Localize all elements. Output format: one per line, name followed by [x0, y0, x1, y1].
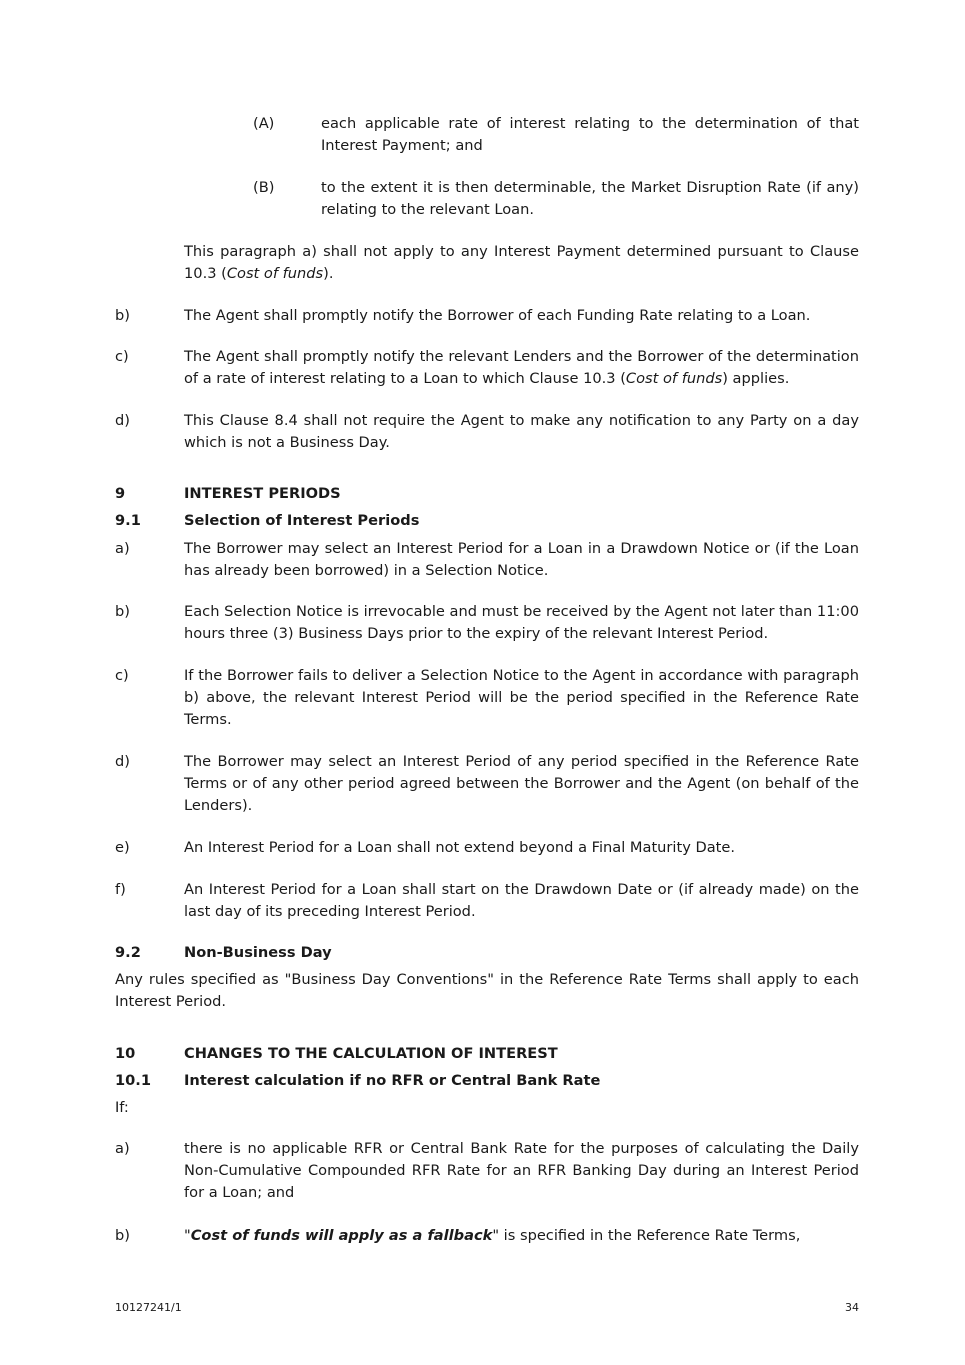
item-label: b) — [115, 603, 130, 620]
item-text: The Agent shall promptly notify the Borrower of each Funding Rate relating to a Loan. — [184, 307, 811, 324]
item-text: This Clause 8.4 shall not require the Agent to make any notification to any Party on a day which is not a Business Day. — [184, 412, 859, 451]
item-text-end: " is specified in the Reference Rate Terms, — [492, 1227, 801, 1244]
item-text-end: ) applies. — [722, 370, 790, 387]
item-text-part: The Agent shall promptly notify the relevant Lenders and the Borrower of the determination of a rate of interest relating to a Loan to which Clause 10.3 ( — [184, 348, 859, 387]
sub-item-label: (A) — [253, 115, 275, 132]
sub-item-text: to the extent it is then determinable, the Market Disruption Rate (if any) relating to the relevant Loan. — [321, 179, 859, 218]
paragraph-note — [184, 241, 859, 285]
item-label: d) — [115, 412, 130, 429]
item-label: c) — [115, 667, 129, 684]
note-italic-ref: Cost of funds — [226, 265, 324, 282]
item-label: a) — [115, 540, 130, 557]
subsection-number: 9.2 — [115, 944, 141, 961]
item-text — [184, 1225, 859, 1247]
item-text: If the Borrower fails to deliver a Selection Notice to the Agent in accordance with paragraph b) above, the relevant Interest Period will be the period specified in the Reference Rate Terms. — [184, 667, 859, 728]
subsection-title: Selection of Interest Periods — [184, 512, 420, 529]
item-text: An Interest Period for a Loan shall start on the Drawdown Date or (if already made) on the last day of its preceding Interest Period. — [184, 881, 859, 920]
subsection-title: Non-Business Day — [184, 944, 332, 961]
section-number: 9 — [115, 485, 126, 502]
section-number: 10 — [115, 1045, 136, 1062]
item-label: e) — [115, 839, 130, 856]
sub-item-label: (B) — [253, 179, 275, 196]
footer-page-number: 34 — [845, 1301, 859, 1314]
subsection-number: 9.1 — [115, 512, 141, 529]
quote-open: " — [184, 1227, 191, 1244]
paragraph-if: If: — [115, 1099, 129, 1116]
item-text — [184, 346, 859, 390]
item-text: The Borrower may select an Interest Period for a Loan in a Drawdown Notice or (if the Loan has already been borrowed) in a Selection Notice. — [184, 540, 859, 579]
item-label: b) — [115, 1227, 130, 1244]
item-italic-ref: Cost of funds — [625, 370, 723, 387]
item-label: a) — [115, 1140, 130, 1157]
section-title: CHANGES TO THE CALCULATION OF INTEREST — [184, 1045, 558, 1062]
item-label: d) — [115, 753, 130, 770]
subsection-number: 10.1 — [115, 1072, 152, 1089]
note-text: This paragraph a) shall not apply to any Interest Payment determined pursuant to Clause 10.3 ( — [184, 243, 859, 282]
item-bold-italic-ref: Cost of funds will apply as a fallback — [190, 1227, 493, 1244]
item-text: An Interest Period for a Loan shall not extend beyond a Final Maturity Date. — [184, 839, 735, 856]
item-text: there is no applicable RFR or Central Bank Rate for the purposes of calculating the Daily Non-Cumulative Compounded RFR Rate for an RFR Banking Day during an Interest Period for a Loan; and — [184, 1140, 859, 1201]
item-label: b) — [115, 307, 130, 324]
note-text-end: ). — [323, 265, 334, 282]
sub-item-text: each applicable rate of interest relating to the determination of that Interest Payment; and — [321, 115, 859, 154]
item-text: The Borrower may select an Interest Period of any period specified in the Reference Rate Terms or of any other period agreed between the Borrower and the Agent (on behalf of the Lenders). — [184, 753, 859, 814]
section-title: INTEREST PERIODS — [184, 485, 341, 502]
item-label: c) — [115, 348, 129, 365]
item-label: f) — [115, 881, 126, 898]
footer-doc-ref: 10127241/1 — [115, 1301, 182, 1314]
subsection-title: Interest calculation if no RFR or Central Bank Rate — [184, 1072, 601, 1089]
item-text: Each Selection Notice is irrevocable and must be received by the Agent not later than 11:00 hours three (3) Business Days prior to the expiry of the relevant Interest Period. — [184, 603, 859, 642]
paragraph: Any rules specified as "Business Day Conventions" in the Reference Rate Terms shall apply to each Interest Period. — [115, 971, 859, 1010]
